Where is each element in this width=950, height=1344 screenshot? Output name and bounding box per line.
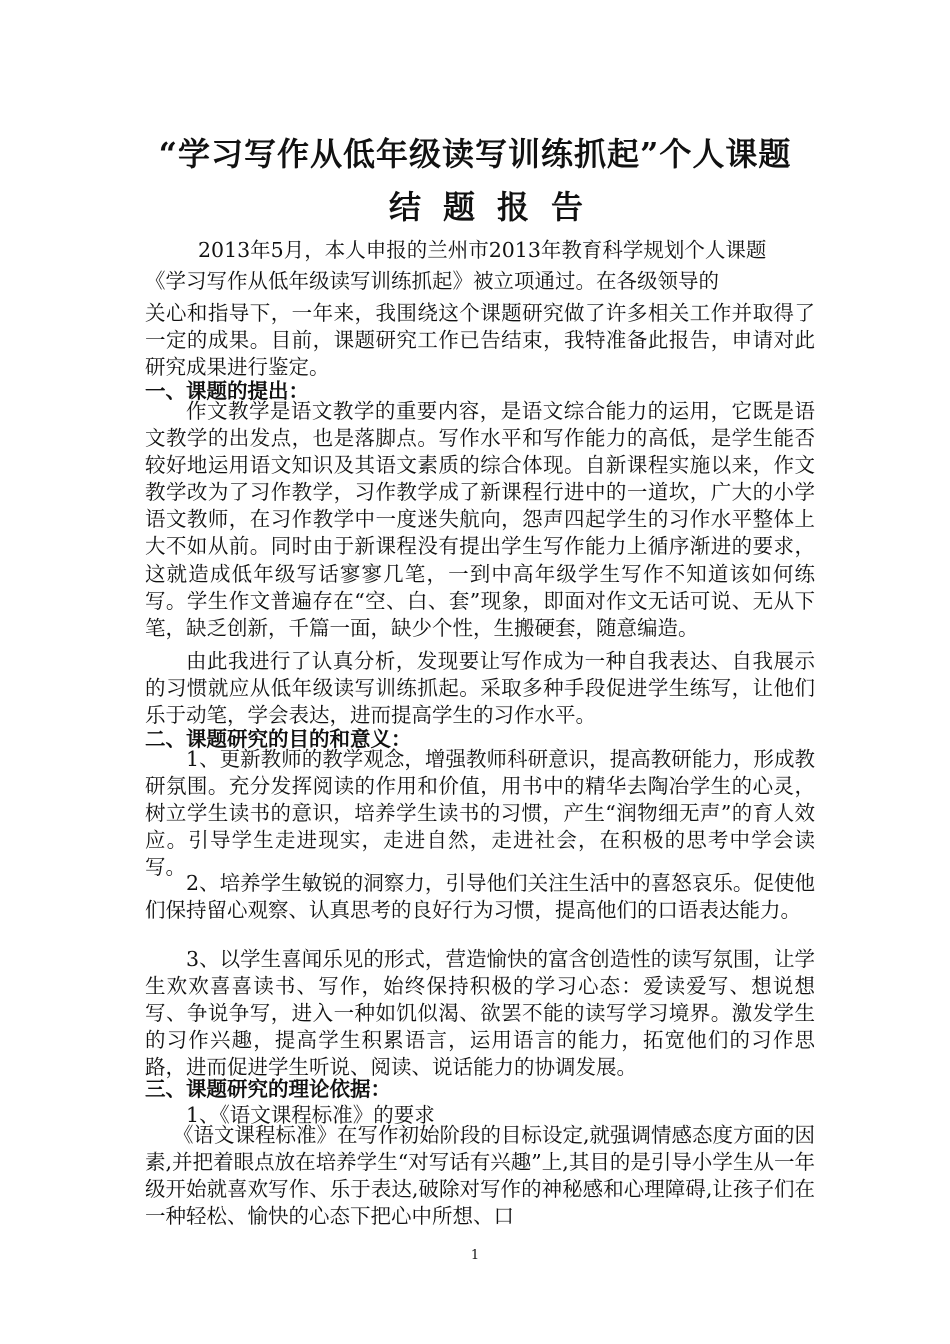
- section1-paragraph2: 由此我进行了认真分析，发现要让写作成为一种自我表达、自我展示的习惯就应从低年级读写训练抓起。采取多种手段促进学生练写，让他们乐于动笔，学会表达，进而提高学生的习作水平。: [145, 649, 815, 728]
- page-number: 1: [470, 1248, 480, 1263]
- section1-paragraph1: 作文教学是语文教学的重要内容，是语文综合能力的运用，它既是语文教学的出发点，也是落脚点。写作水平和写作能力的高低，是学生能否较好地运用语文知识及其语文素质的综合体现。自新课程实施以来，作文教学改为了习作教学，习作教学成了新课程行进中的一道坎，广大的小学语文教师，在习作教学中一度迷失航向，怨声四起学生的习作水平整体上大不如从前。同时由于新课程没有提出学生写作能力上循序渐进的要求，这就造成低年级写话寥寥几笔，一到中高年级学生写作不知道该如何练写。学生作文普遍存在“空、白、套”现象，即面对作文无话可说、无从下笔，缺乏创新，千篇一面，缺少个性，生搬硬套，随意编造。: [145, 399, 815, 640]
- intro-line2: 《学习写作从低年级读写训练抓起》被立项通过。在各级领导的: [145, 269, 719, 293]
- intro-line1: 2013年5月，本人申报的兰州市2013年教育科学规划个人课题: [198, 238, 767, 262]
- section3-heading: 三、课题研究的理论依据：: [145, 1077, 391, 1101]
- section1-heading: 一、课题的提出：: [145, 379, 309, 403]
- section3-subheading: 1、《语文课程标准》的要求: [186, 1103, 435, 1127]
- section2-heading: 二、课题研究的目的和意义：: [145, 727, 412, 751]
- section2-paragraph3: 3、以学生喜闻乐见的形式，营造愉快的富含创造性的读写氛围，让学生欢欢喜喜读书、写作，始终保持积极的学习心态：爱读爱写、想说想写、争说争写，进入一种如饥似渴、欲罢不能的读写学习境界。激发学生的习作兴趣，提高学生积累语言，运用语言的能力，拓宽他们的习作思路，进而促进学生听说、阅读、说话能力的协调发展。: [145, 947, 815, 1080]
- section2-paragraph1: 1、更新教师的教学观念，增强教师科研意识，提高教研能力，形成教研氛围。充分发挥阅读的作用和价值，用书中的精华去陶冶学生的心灵，树立学生读书的意识，培养学生读书的习惯，产生“润物细无声”的育人效应。引导学生走进现实，走进自然，走进社会，在积极的思考中学会读写。: [145, 747, 815, 880]
- report-title-line2: 结题报告: [388, 188, 605, 226]
- report-title-line1: “学习写作从低年级读写训练抓起”个人课题: [158, 135, 792, 173]
- intro-paragraph: 关心和指导下，一年来，我围绕这个课题研究做了许多相关工作并取得了一定的成果。目前，课题研究工作已告结束，我特准备此报告，申请对此研究成果进行鉴定。: [145, 301, 815, 380]
- section2-paragraph2: 2、培养学生敏锐的洞察力，引导他们关注生活中的喜怒哀乐。促使他们保持留心观察、认真思考的良好行为习惯，提高他们的口语表达能力。: [145, 871, 815, 923]
- section3-paragraph1: 《语文课程标准》在写作初始阶段的目标设定,就强调情感态度方面的因素,并把着眼点放在培养学生“对写话有兴趣”上,其目的是引导小学生从一年级开始就喜欢写作、乐于表达,破除对写作的神秘感和心理障碍,让孩子们在一种轻松、愉快的心态下把心中所想、口: [145, 1123, 816, 1229]
